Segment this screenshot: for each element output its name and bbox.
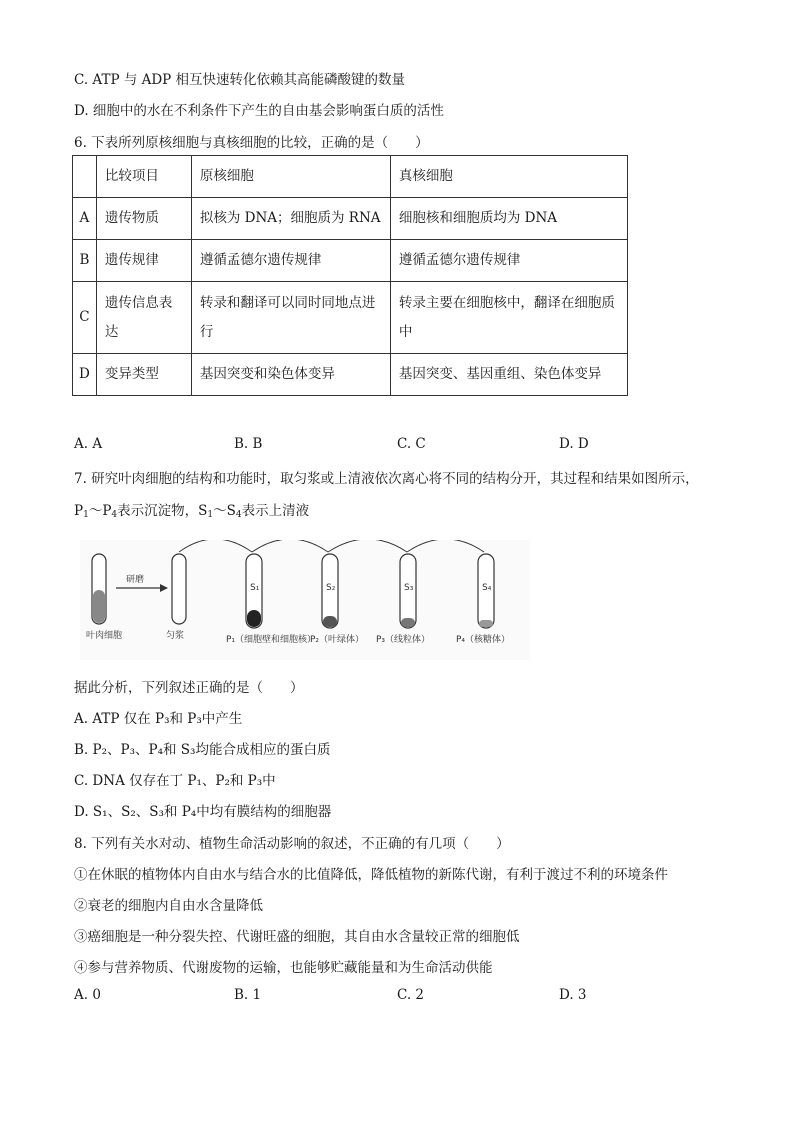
table-header-cell: 真核细胞 bbox=[390, 156, 627, 198]
q5-option-c: C. ATP 与 ADP 相互快速转化依赖其高能磷酸键的数量 bbox=[74, 72, 406, 88]
q7-option-d: D. S₁、S₂、S₃和 P₄中均有膜结构的细胞器 bbox=[74, 804, 332, 820]
q7-question: 据此分析，下列叙述正确的是（ ） bbox=[74, 680, 304, 696]
q7-stem-line2: $P_1\sim P_4$表示沉淀物，$S_1\sim S_4$表示上清液 bbox=[74, 503, 310, 520]
table-row bbox=[73, 282, 628, 354]
q5-option-d: D. 细胞中的水在不利条件下产生的自由基会影响蛋白质的活性 bbox=[74, 103, 444, 119]
q6-option-d: D. D bbox=[559, 436, 589, 452]
table-cell: 变异类型 bbox=[96, 354, 191, 396]
table-cell: 转录和翻译可以同时同地点进行 bbox=[191, 282, 390, 354]
label-p2: P₂（叶绿体） bbox=[310, 635, 365, 645]
label-s1: S₁ bbox=[250, 583, 260, 593]
row-label: C bbox=[73, 282, 97, 354]
q6-option-c: C. C bbox=[397, 436, 426, 452]
q8-option-d: D. 3 bbox=[559, 987, 587, 1003]
row-label: A bbox=[73, 198, 97, 240]
table-header-row bbox=[73, 156, 628, 198]
q8-option-c: C. 2 bbox=[397, 987, 425, 1003]
label-p1: P₁（细胞壁和细胞核） bbox=[226, 635, 317, 645]
q7-stem-line1: 7. 研究叶肉细胞的结构和功能时，取匀浆或上清液依次离心将不同的结构分开，其过程和结果如图所示， bbox=[74, 471, 699, 487]
row-label: B bbox=[73, 240, 97, 282]
q8-item-2: ②衰老的细胞内自由水含量降低 bbox=[74, 898, 263, 914]
q8-option-b: B. 1 bbox=[234, 987, 262, 1003]
table-header-cell bbox=[73, 156, 97, 198]
table-cell: 遗传信息表达 bbox=[96, 282, 191, 354]
table-row bbox=[73, 354, 628, 396]
tube-leaf-cells bbox=[92, 554, 106, 624]
table-row bbox=[73, 240, 628, 282]
label-grind: 研磨 bbox=[126, 575, 145, 585]
label-s4: S₄ bbox=[482, 583, 492, 593]
q6-stem: 6. 下表所列原核细胞与真核细胞的比较，正确的是（ ） bbox=[74, 135, 429, 151]
table-cell: 遗传规律 bbox=[96, 240, 191, 282]
q6-option-b: B. B bbox=[234, 436, 263, 452]
table-cell: 细胞核和细胞质均为 DNA bbox=[390, 198, 627, 240]
label-s3: S₃ bbox=[404, 583, 414, 593]
centrifugation-figure bbox=[80, 540, 530, 660]
label-s2: S₂ bbox=[326, 583, 336, 593]
q8-item-3: ③癌细胞是一种分裂失控、代谢旺盛的细胞，其自由水含量较正常的细胞低 bbox=[74, 929, 520, 945]
q8-stem: 8. 下列有关水对动、植物生命活动影响的叙述，不正确的有几项（ ） bbox=[74, 836, 510, 852]
q8-item-4: ④参与营养物质、代谢废物的运输，也能够贮藏能量和为生命活动供能 bbox=[74, 960, 493, 976]
label-leaf: 叶肉细胞 bbox=[86, 631, 123, 641]
row-label: D bbox=[73, 354, 97, 396]
label-p3: P₃（线粒体） bbox=[376, 635, 431, 645]
table-cell: 基因突变、基因重组、染色体变异 bbox=[390, 354, 627, 396]
q6-options bbox=[74, 436, 634, 456]
label-p4: P₄（核糖体） bbox=[456, 635, 511, 645]
table-cell: 遵循孟德尔遗传规律 bbox=[191, 240, 390, 282]
q8-options bbox=[74, 987, 634, 1007]
q6-option-a: A. A bbox=[74, 436, 103, 452]
q8-option-a: A. 0 bbox=[74, 987, 101, 1003]
q7-option-b: B. P₂、P₃、P₄和 S₃均能合成相应的蛋白质 bbox=[74, 742, 331, 758]
table-row bbox=[73, 198, 628, 240]
table-cell: 拟核为 DNA；细胞质为 RNA bbox=[191, 198, 390, 240]
table-header-cell: 比较项目 bbox=[96, 156, 191, 198]
table-cell: 转录主要在细胞核中，翻译在细胞质中 bbox=[390, 282, 627, 354]
tube-homogenate bbox=[172, 554, 186, 624]
comparison-table bbox=[72, 155, 628, 396]
table-cell: 遵循孟德尔遗传规律 bbox=[390, 240, 627, 282]
q7-option-a: A. ATP 仅在 P₃和 P₃中产生 bbox=[74, 711, 243, 727]
q8-item-1: ①在休眠的植物体内自由水与结合水的比值降低，降低植物的新陈代谢，有利于渡过不利的环境条件 bbox=[74, 867, 668, 883]
table-cell: 遗传物质 bbox=[96, 198, 191, 240]
table-cell: 基因突变和染色体变异 bbox=[191, 354, 390, 396]
q7-option-c: C. DNA 仅存在丁 P₁、P₂和 P₃中 bbox=[74, 773, 276, 789]
label-homogenate: 匀浆 bbox=[166, 631, 185, 641]
table-header-cell: 原核细胞 bbox=[191, 156, 390, 198]
